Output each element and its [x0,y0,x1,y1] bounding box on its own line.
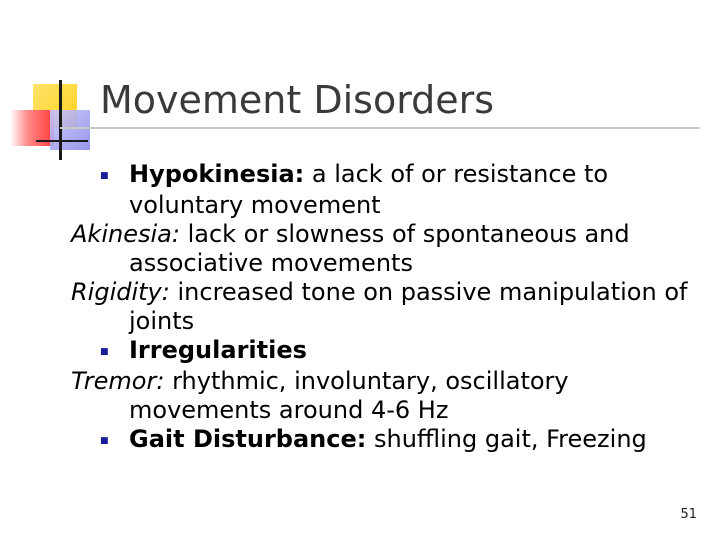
page-number: 51 [680,507,697,522]
square-bullet-icon [100,162,129,191]
definition-gait-disturbance: shuffling gait, Freezing [366,425,647,453]
slide-content [71,160,710,456]
slide-title: Movement Disorders [100,78,495,122]
definition-akinesia: lack or slowness of spontaneous and associative movements [129,220,630,277]
definition-tremor: rhythmic, involuntary, oscillatory movements around 4-6 Hz [129,367,569,424]
term-akinesia: Akinesia: [71,220,180,248]
list-item [71,220,710,278]
definition-rigidity: increased tone on passive manipulation of joints [129,278,688,335]
term-hypokinesia: Hypokinesia: [129,160,305,188]
term-tremor: Tremor: [71,367,165,395]
term-irregularities: Irregularities [129,336,307,364]
list-item [100,160,710,220]
term-rigidity: Rigidity: [71,278,170,306]
list-item [71,367,710,425]
square-bullet-icon [100,427,129,456]
list-item [100,336,710,367]
logo-vertical-line [59,80,62,160]
title-underline [60,127,700,129]
definition-hypokinesia: a lack of or resistance to voluntary movement [129,160,609,219]
list-item [100,425,710,456]
logo-horizontal-line [36,140,88,142]
list-item [71,278,710,336]
term-gait-disturbance: Gait Disturbance: [129,425,367,453]
logo-square-blue [50,110,90,150]
square-bullet-icon [100,338,129,367]
